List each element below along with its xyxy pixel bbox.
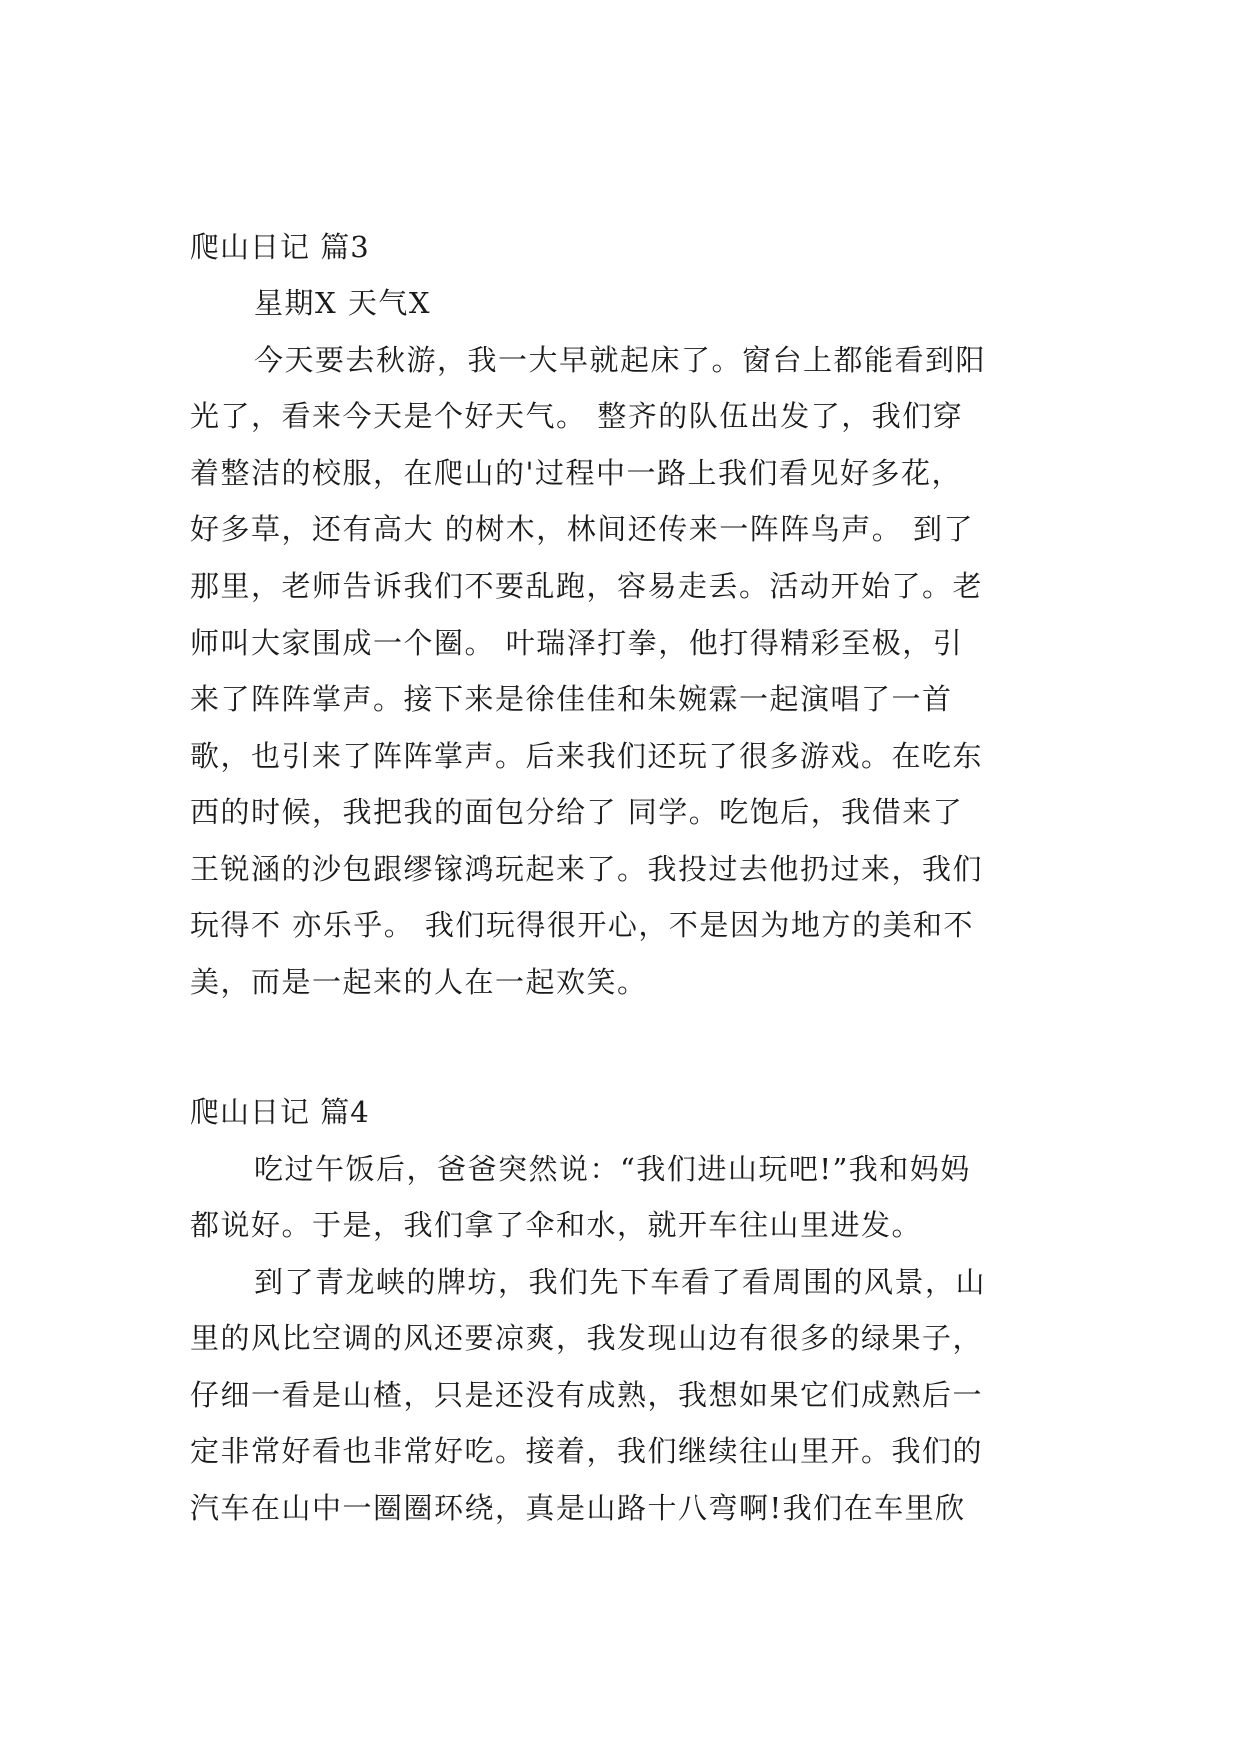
paragraph-line: 汽车在山中一圈圈环绕，真是山路十八弯啊!我们在车里欣	[190, 1491, 966, 1525]
paragraph-line: 着整洁的校服，在爬山的'过程中一路上我们看见好多花，	[190, 456, 962, 490]
paragraph-line: 里的风比空调的风还要凉爽，我发现山边有很多的绿果子，	[190, 1321, 984, 1355]
paragraph-line: 光了，看来今天是个好天气。 整齐的队伍出发了，我们穿	[190, 399, 964, 433]
paragraph-line: 师叫大家围成一个圈。 叶瑞泽打拳，他打得精彩至极，引	[190, 626, 964, 660]
paragraph-line: 王锐涵的沙包跟缪镓鸿玩起来了。我投过去他扔过来，我们	[190, 852, 984, 886]
paragraph-line: 仔细一看是山楂，只是还没有成熟，我想如果它们成熟后一	[190, 1378, 984, 1412]
paragraph-line: 到了青龙峡的牌坊，我们先下车看了看周围的风景，山	[254, 1265, 987, 1299]
paragraph-line: 西的时候，我把我的面包分给了 同学。吃饱后，我借来了	[190, 795, 964, 829]
paragraph-line: 歌，也引来了阵阵掌声。后来我们还玩了很多游戏。在吃东	[190, 739, 984, 773]
paragraph-line: 吃过午饭后，爸爸突然说：“我们进山玩吧!”我和妈妈	[254, 1152, 971, 1186]
paragraph-line: 都说好。于是，我们拿了伞和水，就开车往山里进发。	[190, 1208, 923, 1242]
paragraph-line: 定非常好看也非常好吃。接着，我们继续往山里开。我们的	[190, 1434, 984, 1468]
paragraph-line: 美，而是一起来的人在一起欢笑。	[190, 965, 648, 999]
paragraph-line: 玩得不 亦乐乎。 我们玩得很开心，不是因为地方的美和不	[190, 908, 974, 942]
weather-line: 星期X 天气X	[254, 286, 432, 320]
section-3-title: 爬山日记 篇3	[190, 230, 370, 264]
paragraph-line: 那里，老师告诉我们不要乱跑，容易走丢。活动开始了。老	[190, 569, 984, 603]
section-4-title: 爬山日记 篇4	[190, 1095, 370, 1129]
paragraph-line: 今天要去秋游，我一大早就起床了。窗台上都能看到阳	[254, 343, 987, 377]
paragraph-line: 来了阵阵掌声。接下来是徐佳佳和朱婉霖一起演唱了一首	[190, 682, 953, 716]
paragraph-line: 好多草，还有高大 的树木，林间还传来一阵阵鸟声。 到了	[190, 512, 974, 546]
